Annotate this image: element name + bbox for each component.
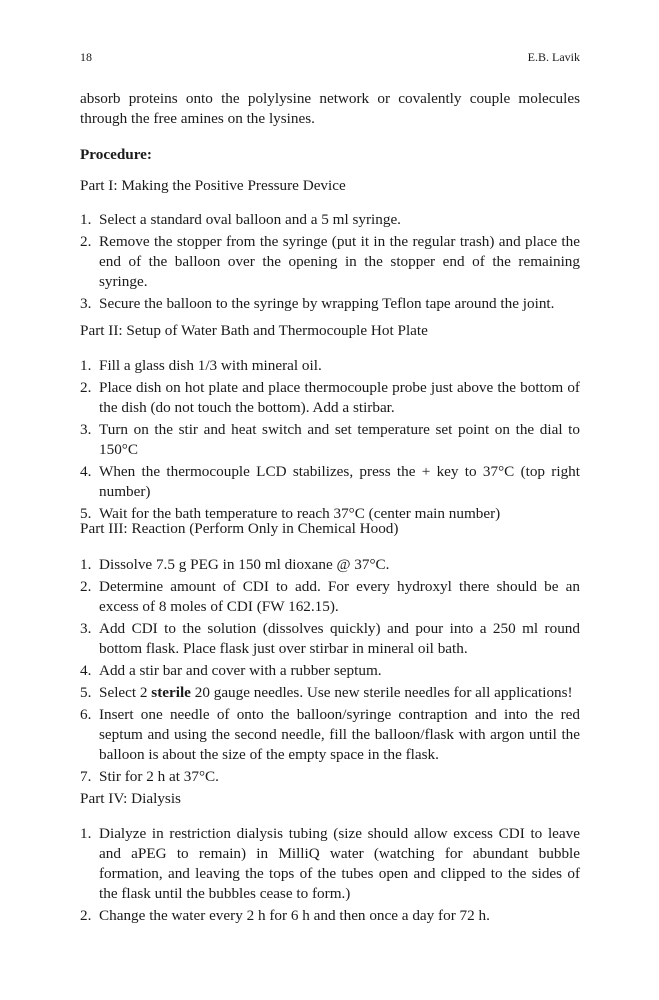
list-item: 3. Secure the balloon to the syringe by wrapping Teflon tape around the joint.: [80, 295, 555, 312]
part2-title: Part II: Setup of Water Bath and Thermocouple Hot Plate: [80, 322, 428, 339]
intro-paragraph: absorb proteins onto the polylysine network or covalently couple molecules through the free amines on the lysines.: [80, 90, 580, 127]
list-item: 2. Place dish on hot plate and place thermocouple probe just above the bottom of the dish (do not touch the bottom). Add a stirbar.: [80, 379, 580, 416]
sterile-emphasis: sterile: [151, 684, 191, 701]
list-item: 2. Remove the stopper from the syringe (put it in the regular trash) and place the end of the balloon over the opening in the stopper end of the remaining syringe.: [80, 233, 580, 290]
list-item: 5. Select 2 sterile 20 gauge needles. Use new sterile needles for all applications!: [80, 684, 573, 701]
part3-steps: [80, 555, 580, 789]
list-item: 4. When the thermocouple LCD stabilizes, press the + key to 37°C (top right number): [80, 463, 580, 500]
procedure-heading: Procedure:: [80, 146, 152, 163]
running-header: [80, 50, 580, 70]
part1-steps: [80, 210, 580, 316]
part4-steps: [80, 824, 580, 928]
list-item: 4. Add a stir bar and cover with a rubber septum.: [80, 662, 382, 679]
list-item: 2. Change the water every 2 h for 6 h and then once a day for 72 h.: [80, 907, 490, 924]
list-item: 6. Insert one needle of onto the balloon/syringe contraption and into the red septum and using the second needle, fill the balloon/flask with argon until the balloon is about the size of the empty space in the flask.: [80, 706, 580, 763]
list-item: 3. Turn on the stir and heat switch and set temperature set point on the dial to 150°C: [80, 421, 580, 458]
list-item: 5. Wait for the bath temperature to reach 37°C (center main number): [80, 505, 501, 522]
list-item: 1. Dissolve 7.5 g PEG in 150 ml dioxane @ 37°C.: [80, 556, 390, 573]
list-item: 3. Add CDI to the solution (dissolves quickly) and pour into a 250 ml round bottom flask. Place flask just over stirbar in mineral oil bath.: [80, 620, 580, 657]
part4-title: Part IV: Dialysis: [80, 790, 181, 807]
part1-title: Part I: Making the Positive Pressure Device: [80, 177, 346, 194]
list-item: 1. Fill a glass dish 1/3 with mineral oil.: [80, 357, 322, 374]
part3-title: Part III: Reaction (Perform Only in Chemical Hood): [80, 520, 399, 537]
author-name: E.B. Lavik: [527, 50, 580, 64]
list-item: 1. Select a standard oval balloon and a 5 ml syringe.: [80, 211, 401, 228]
list-item: 2. Determine amount of CDI to add. For every hydroxyl there should be an excess of 8 moles of CDI (FW 162.15).: [80, 578, 580, 615]
page-number: 18: [80, 50, 92, 64]
list-item: 1. Dialyze in restriction dialysis tubing (size should allow excess CDI to leave and aPEG to remain) in MilliQ water (watching for abundant bubble formation, and leaving the tops of the tubes open and clipped to the sides of the flask until the bubbles cease to form.): [80, 825, 580, 902]
list-item: 7. Stir for 2 h at 37°C.: [80, 768, 219, 785]
part2-steps: [80, 356, 580, 526]
